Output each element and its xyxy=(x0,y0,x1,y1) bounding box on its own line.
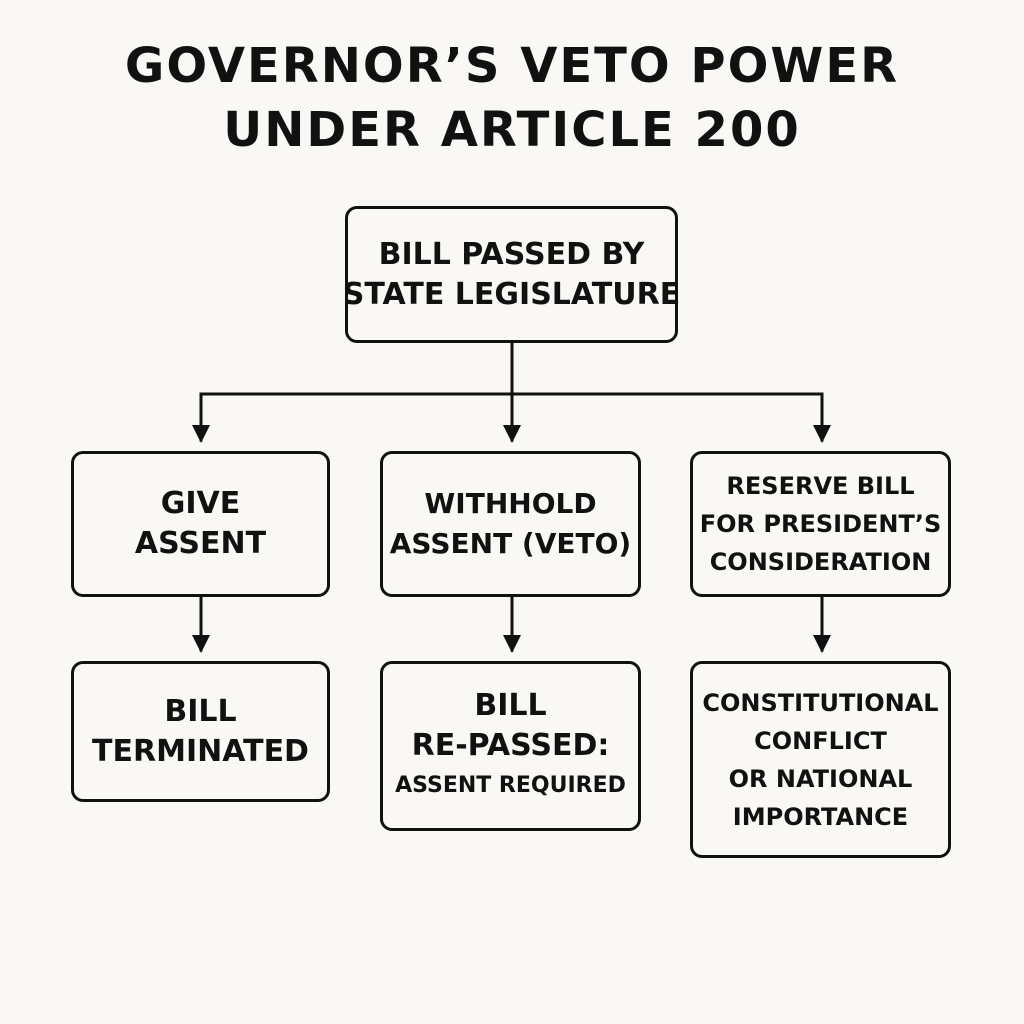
option-give-assent xyxy=(71,451,330,597)
option-reserve-bill-line-2: FOR PRESIDENT’S xyxy=(699,510,942,538)
outcome-constitutional-conflict-line-3: OR NATIONAL xyxy=(728,764,913,793)
outcome-bill-repassed-line-3: ASSENT REQUIRED xyxy=(395,773,626,798)
title-line-2: UNDER ARTICLE 200 xyxy=(223,102,801,158)
option-reserve-bill-line-3: CONSIDERATION xyxy=(709,548,932,576)
option-withhold-assent-line-2: ASSENT (VETO) xyxy=(389,527,632,560)
outcome-bill-repassed-line-2: RE-PASSED: xyxy=(411,728,610,763)
option-reserve-bill xyxy=(690,451,951,597)
root-node-line-2: STATE LEGISLATURE xyxy=(342,276,681,312)
option-reserve-bill-line-1: RESERVE BILL xyxy=(726,472,915,500)
root-node-line-1: BILL PASSED BY xyxy=(378,236,645,272)
outcome-constitutional-conflict-line-4: IMPORTANCE xyxy=(732,802,909,831)
outcome-bill-terminated-line-1: BILL xyxy=(164,693,237,729)
option-give-assent-line-1: GIVE xyxy=(160,486,241,521)
title-line-1: GOVERNOR’S VETO POWER xyxy=(124,38,900,94)
outcome-constitutional-conflict xyxy=(690,661,951,858)
outcome-constitutional-conflict-line-1: CONSTITUTIONAL xyxy=(702,688,939,717)
root-node-bill-passed xyxy=(342,206,681,343)
outcome-bill-repassed xyxy=(380,661,641,831)
option-give-assent-line-2: ASSENT xyxy=(134,526,267,561)
outcome-bill-terminated-line-2: TERMINATED xyxy=(92,733,309,769)
option-withhold-assent xyxy=(380,451,641,597)
outcome-bill-repassed-line-1: BILL xyxy=(474,688,547,723)
outcome-constitutional-conflict-line-2: CONFLICT xyxy=(754,726,887,755)
option-withhold-assent-line-1: WITHHOLD xyxy=(424,487,597,520)
outcome-bill-terminated xyxy=(71,661,330,802)
